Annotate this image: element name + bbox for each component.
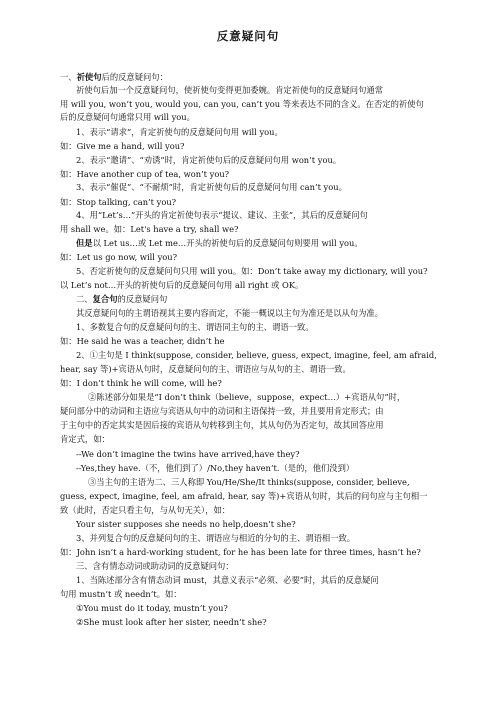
- section-heading: 二、复合句的反意疑问句: [76, 294, 168, 304]
- example-line: 如：John isn’t a hard-working student, for he has been late for three times, hasn’t he?: [60, 547, 421, 557]
- example-line: 如：He said he was a teacher, didn’t he: [60, 336, 225, 346]
- text-line: 但是以 Let us…或 Let me…开头的祈使句后的反意疑问句则要用 will you。: [76, 238, 363, 248]
- text-line: 2、表示“邀请”、“劝诱”时，肯定祈使句后的反意疑问句用 won’t you。: [76, 155, 342, 165]
- text-line: 3、并列复合句的反意疑问句的主、谓语应与相近的分句的主、谓语相一致。: [76, 533, 356, 543]
- example-line: 如：I don’t think he will come, will he?: [60, 378, 222, 388]
- text-line: hear, say 等)+宾语从句时，反意疑问句的主、谓语应与从句的主、谓语一致。: [60, 364, 351, 374]
- text-line: 致（此时，否定只看主句，与从句无关），如：: [60, 505, 231, 515]
- text-line: 用 will you, won’t you, would you, can you, can’t you 等来表达不同的含义。在否定的祈使句: [60, 99, 424, 109]
- example-line: Your sister supposes she needs no help,doesn’t she?: [76, 519, 296, 529]
- text-line: 以 Let’s not…开头的祈使句后的反意疑问句用 all right 或 OK。: [60, 280, 304, 290]
- text-line: 祈使句后加一个反意疑问句，使祈使句变得更加委婉。肯定祈使句的反意疑问句通常: [76, 85, 383, 95]
- text-line: 疑问部分中的动词和主语应与宾语从句中的动词和主语保持一致，并且要用肯定形式；由: [60, 406, 384, 416]
- text-line: 句用 mustn’t 或 needn’t。如：: [60, 589, 182, 599]
- text-line: ③当主句的主语为二、三人称即 You/He/She/It thinks(suppose, consider, believe,: [88, 477, 410, 487]
- text-line: 5、否定祈使句的反意疑问句只用 will you。如：Don’t take away my dictionary, will you?: [76, 266, 428, 276]
- section-heading: 三、含有情态动词或助动词的反意疑问句：: [76, 561, 234, 571]
- text-line: 于主句中的否定其实是因后接的宾语从句转移到主句，其从句仍为否定句，故其回答应用: [60, 420, 384, 430]
- text-line: guess, expect, imagine, feel, am afraid, hear, say 等)+宾语从句时，其后的问句应与主句相一: [60, 491, 428, 501]
- text-line: 1、多数复合句的反意疑问句的主、谓语同主句的主、谓语一致。: [76, 322, 314, 332]
- text-line: 其反意疑问句的主谓语视其主要内容而定，不能一概说以主句为准还是以从句为准。: [76, 308, 383, 318]
- example-line: ①You must do it today, mustn’t you?: [76, 603, 228, 613]
- text-line: 2、①主句是 I think(suppose, consider, believe, guess, expect, imagine, feel, am afraid,: [76, 350, 437, 360]
- text-line: ②陈述部分如果是“I don’t think（believe，suppose，expect…）+宾语从句”时，: [88, 392, 406, 402]
- section-heading: 一、祈使句后的反意疑问句：: [60, 72, 168, 82]
- example-line: 如：Stop talking, can’t you?: [60, 197, 177, 207]
- example-line: 如：Have another cup of tea, won’t you?: [60, 169, 230, 179]
- text-line: 用 shall we。如：Let's have a try, shall we?: [60, 224, 239, 234]
- text-line: 肯定式，如：: [60, 434, 110, 444]
- text-line: 1、当陈述部分含有情态动词 must，其意义表示“必须、必要”时，其后的反意疑问: [76, 575, 379, 585]
- text-line: 后的反意疑问句通常只用 will you。: [60, 112, 195, 122]
- example-line: --We don’t imagine the twins have arrived,have they?: [76, 449, 300, 459]
- page-title: 反意疑问句: [216, 29, 280, 43]
- example-line: 如：Let us go now, will you?: [60, 252, 178, 262]
- text-line: 4、用“Let’s…”开头的肯定祈使句表示“提议、建议、主张”，其后的反意疑问句: [76, 210, 368, 220]
- example-line: ②She must look after her sister, needn’t she?: [76, 617, 267, 627]
- text-line: 1、表示“请求”，肯定祈使句的反意疑问句用 will you。: [76, 127, 283, 137]
- text-line: 3、表示“催促”、“不耐烦”时，肯定祈使句后的反意疑问句用 can’t you。: [76, 182, 347, 192]
- example-line: 如：Give me a hand, will you?: [60, 141, 185, 151]
- example-line: --Yes,they have.（不，他们到了）/No,they haven’t.（是的，他们没到）: [76, 463, 355, 473]
